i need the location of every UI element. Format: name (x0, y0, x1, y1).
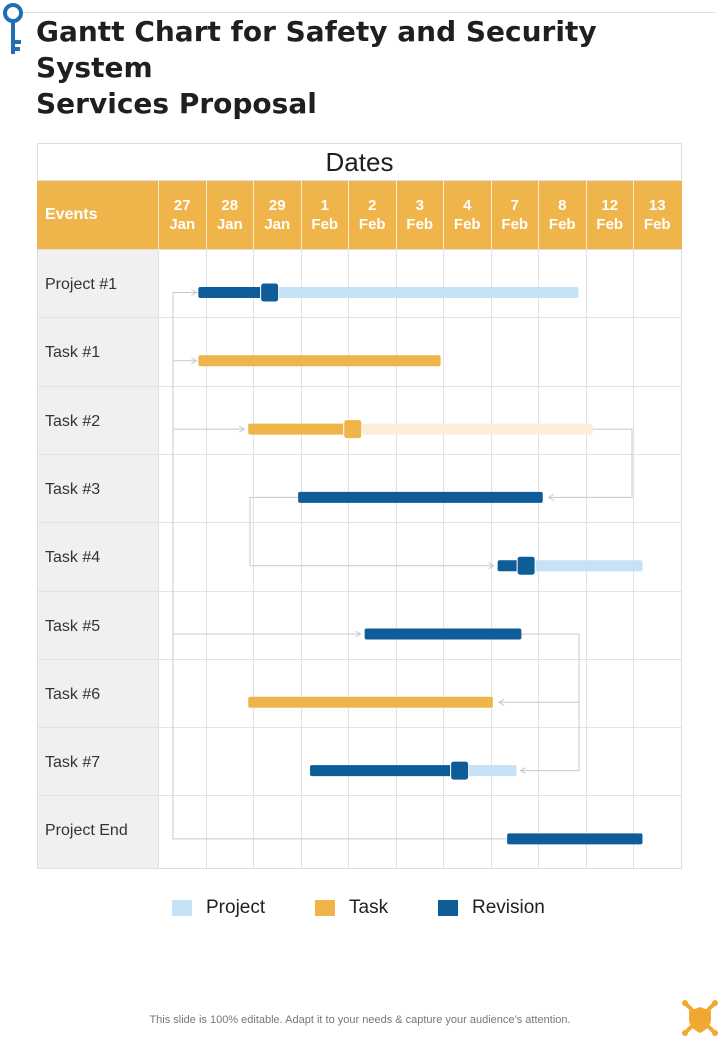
date-month: Jan (169, 216, 196, 233)
legend-label-task: Task (349, 897, 389, 918)
date-day: 3 (415, 197, 424, 214)
date-day: 4 (463, 197, 472, 214)
date-month: Feb (358, 216, 386, 233)
date-day: 29 (268, 197, 286, 214)
title-line-2: Services Proposal (36, 87, 317, 120)
row-label: Project #1 (45, 276, 118, 293)
date-col-10 (633, 181, 681, 249)
date-month: Feb (453, 216, 481, 233)
date-col-1 (206, 181, 254, 249)
key-icon (2, 2, 24, 58)
legend-item-project (172, 896, 265, 920)
dates-header (37, 143, 682, 181)
gantt-grid (37, 249, 682, 869)
shield-icon (681, 999, 719, 1037)
row-label: Task #3 (45, 480, 101, 498)
page-title (36, 14, 696, 122)
date-col-9 (586, 181, 634, 249)
row-label: Task #2 (45, 412, 101, 430)
date-month: Feb (548, 216, 576, 233)
dates-title: Dates (325, 146, 394, 177)
date-month: Feb (406, 216, 434, 233)
date-month: Feb (596, 216, 624, 233)
date-col-7 (491, 181, 539, 249)
date-day: 27 (173, 197, 191, 214)
date-col-5 (396, 181, 444, 249)
top-rule (22, 12, 716, 13)
events-header: Events (45, 206, 98, 223)
legend-item-revision (438, 896, 545, 920)
legend-label-revision: Revision (472, 897, 545, 918)
date-col-0 (158, 181, 206, 249)
date-col-6 (443, 181, 491, 249)
date-col-8 (538, 181, 586, 249)
legend-swatch-task (315, 900, 335, 916)
date-col-3 (301, 181, 349, 249)
date-month: Jan (216, 216, 243, 233)
row-label: Task #7 (45, 754, 101, 772)
date-col-2 (253, 181, 301, 249)
legend-swatch-project (172, 900, 192, 916)
row-label: Project End (45, 822, 128, 840)
date-day: 7 (510, 197, 519, 214)
date-month: Feb (501, 216, 529, 233)
date-day: 1 (320, 197, 329, 214)
row-label: Task #5 (45, 617, 101, 635)
date-day: 8 (558, 197, 567, 214)
date-day: 2 (368, 197, 377, 214)
date-day: 13 (648, 197, 666, 214)
legend-item-task (315, 896, 388, 920)
row-label: Task #1 (45, 344, 101, 362)
date-month: Jan (264, 216, 291, 233)
row-label: Task #4 (45, 549, 101, 567)
date-col-4 (348, 181, 396, 249)
row-label: Task #6 (45, 685, 101, 703)
date-month: Feb (643, 216, 671, 233)
date-header-row (37, 181, 682, 249)
date-day: 12 (601, 197, 619, 214)
date-day: 28 (221, 197, 239, 214)
legend (0, 896, 720, 920)
legend-swatch-revision (438, 900, 458, 916)
legend-label-project: Project (206, 897, 266, 918)
title-line-1: Gantt Chart for Safety and Security System (36, 15, 597, 84)
footer-note: This slide is 100% editable. Adapt it to your needs & capture your audience’s attention. (149, 1014, 571, 1026)
date-month: Feb (311, 216, 339, 233)
